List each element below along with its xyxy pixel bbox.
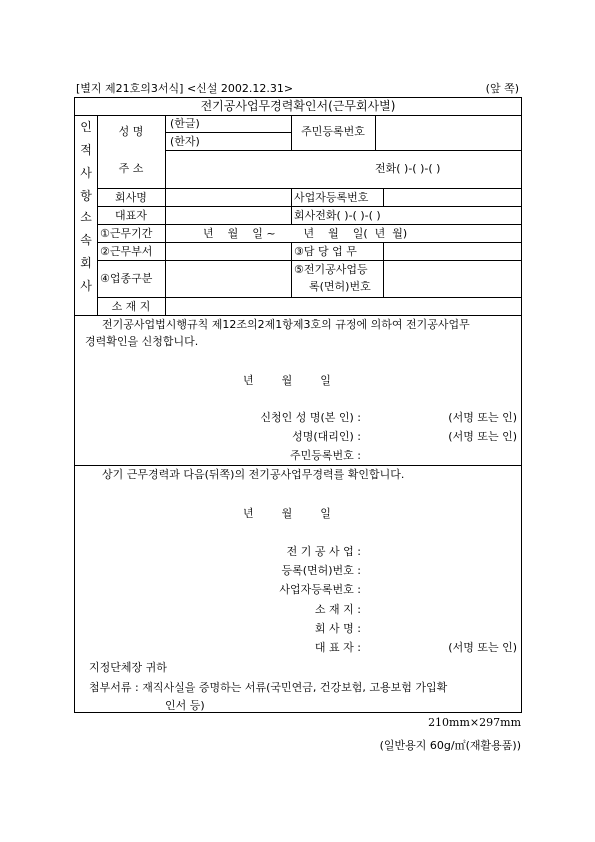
attachment-text: 첨부서류 : 재직사실을 증명하는 서류(국민연금, 건강보험, 고용보험 가입확 [89,681,448,694]
rrn-label: 주민등록번호 [301,125,365,138]
company-name-label: 회사명 [115,191,147,204]
addressee: 지정단체장 귀하 [89,661,167,674]
hanja-label: (한자) [170,135,200,148]
conf-location-label: 소 재 지 : [314,603,361,616]
conf-rep-sign: (서명 또는 인) [448,641,517,654]
personal-section-label: 인 적 사 항 [80,120,92,203]
name-label: 성 명 [118,125,144,138]
duty-label: ③담 당 업 무 [294,245,357,258]
period-label: ①근무기간 [100,227,153,240]
location-label: 소 재 지 [111,300,151,313]
industry-label: ④업종구분 [100,272,153,285]
confirmation-date: 년 월 일 [243,507,331,520]
address-label: 주 소 [118,162,144,175]
license-label: ⑤전기공사업등 [294,263,368,276]
agent-label: 성명(대리인) : [292,430,361,443]
attachment-text-2: 인서 등) [165,699,205,712]
application-text: 전기공사업법시행규칙 제12조의2제1항제3호의 규정에 의하여 전기공사업무 [102,318,470,331]
period-value: 년 월 일 ~ 년 월 일( 년 월) [203,227,408,240]
paper-size: 210mm×297mm [428,716,521,729]
paper-type: (일반용지 60g/㎡(재활용품)) [379,739,521,752]
applicant-sign: (서명 또는 인) [448,411,517,424]
form-title: 전기공사업무경력확인서(근무회사별) [200,99,396,113]
representative-label: 대표자 [115,209,147,222]
license-no-label: 등록(면허)번호 : [281,564,361,577]
contractor-label: 전 기 공 사 업 : [286,545,361,558]
rrn-line-label: 주민등록번호 : [290,449,361,462]
hangul-label: (한글) [170,117,200,130]
conf-company-label: 회 사 명 : [314,622,361,635]
biz-reg-no-label: 사업자등록번호 : [279,583,361,596]
application-text-2: 경력확인을 신청합니다. [85,335,199,348]
company-section-label: 소 속 회 사 [80,210,92,293]
page-side-label: (앞 쪽) [485,82,519,95]
company-phone-label: 회사전화( )-( )-( ) [294,209,381,222]
phone-label: 전화( )-( )-( ) [375,162,441,175]
conf-rep-label: 대 표 자 : [314,641,361,654]
license-label-2: 록(면허)번호 [309,280,371,293]
form-number: [별지 제21호의3서식] <신설 2002.12.31> [76,82,294,95]
dept-label: ②근무부서 [100,245,153,258]
form-table [74,97,522,713]
confirmation-text: 상기 근무경력과 다음(뒤쪽)의 전기공사업무경력를 확인합니다. [102,468,405,481]
agent-sign: (서명 또는 인) [448,430,517,443]
applicant-label: 신청인 성 명(본 인) : [260,411,361,424]
biz-reg-label: 사업자등록번호 [294,191,369,204]
application-date: 년 월 일 [243,374,331,387]
